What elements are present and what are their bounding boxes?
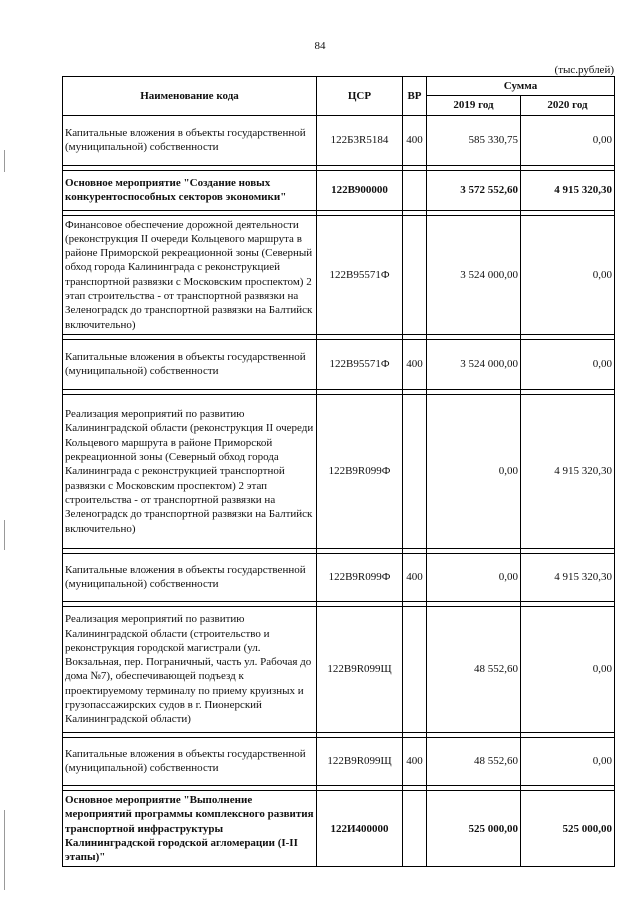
- table-row: [63, 606, 615, 732]
- table-row: [63, 115, 615, 165]
- table-body: [63, 115, 615, 867]
- row-2020: 525 000,00: [521, 790, 615, 866]
- row-2019: 0,00: [427, 394, 521, 548]
- row-csr: 122В900000: [317, 170, 403, 210]
- scan-mark: [4, 150, 5, 172]
- row-2020: 0,00: [521, 606, 615, 732]
- row-csr: 122В95571Ф: [317, 339, 403, 389]
- header-name: Наименование кода: [63, 77, 317, 116]
- row-vr: 400: [403, 339, 427, 389]
- row-name: Реализация мероприятий по развитию Калининградской области (реконструкция II очереди Кольцевого маршрута в районе Приморской рекреационной зоны (Северный обход города Калининграда с реконструкцией транспортной развязки с Московским проспектом) 2 этап строительства - от транспортной развязки на Зеленоградск до транспортной развязки на Балтийск включительно): [63, 394, 317, 548]
- row-vr: 400: [403, 115, 427, 165]
- row-vr: [403, 394, 427, 548]
- row-name: Основное мероприятие "Создание новых конкурентоспособных секторов экономики": [63, 170, 317, 210]
- row-csr: 122В9R099Щ: [317, 737, 403, 785]
- row-name: Капитальные вложения в объекты государственной (муниципальной) собственности: [63, 553, 317, 601]
- row-2019: 3 524 000,00: [427, 215, 521, 334]
- row-2019: 525 000,00: [427, 790, 521, 866]
- row-2019: 0,00: [427, 553, 521, 601]
- table-row: [63, 394, 615, 548]
- table-row: [63, 170, 615, 210]
- row-name: Капитальные вложения в объекты государственной (муниципальной) собственности: [63, 339, 317, 389]
- row-vr: [403, 790, 427, 866]
- header-2019: 2019 год: [427, 96, 521, 115]
- table-row: [63, 553, 615, 601]
- row-2020: 4 915 320,30: [521, 394, 615, 548]
- row-2020: 0,00: [521, 737, 615, 785]
- units-label: (тыс.рублей): [554, 64, 614, 76]
- row-name: Реализация мероприятий по развитию Калининградской области (строительство и реконструкция городской магистрали (ул. Вокзальная, пер. Пограничный, часть ул. Рабочая до дома №7), обеспечивающей подъезд к проектируемому терминалу по приему круизных и грузопассажирских судов в г. Пионерский Калининградской области): [63, 606, 317, 732]
- header-csr: ЦСР: [317, 77, 403, 116]
- header-sum: Сумма: [427, 77, 615, 96]
- table-row: [63, 215, 615, 334]
- row-csr: 122В9R099Щ: [317, 606, 403, 732]
- row-csr: 122В9R099Ф: [317, 394, 403, 548]
- header-vr: ВР: [403, 77, 427, 116]
- header-2020: 2020 год: [521, 96, 615, 115]
- row-2019: 48 552,60: [427, 737, 521, 785]
- row-2020: 0,00: [521, 115, 615, 165]
- row-2019: 3 524 000,00: [427, 339, 521, 389]
- row-2019: 585 330,75: [427, 115, 521, 165]
- row-csr: 122Б3R5184: [317, 115, 403, 165]
- page-number: 84: [314, 40, 326, 52]
- scan-mark: [4, 810, 5, 890]
- row-csr: 122В95571Ф: [317, 215, 403, 334]
- row-2020: 0,00: [521, 339, 615, 389]
- scan-mark: [4, 520, 5, 550]
- row-name: Основное мероприятие "Выполнение мероприятий программы комплексного развития транспортной инфраструктуры Калининградской городской агломерации (I-II этапы)": [63, 790, 317, 866]
- row-2020: 4 915 320,30: [521, 170, 615, 210]
- row-2020: 4 915 320,30: [521, 553, 615, 601]
- row-2019: 3 572 552,60: [427, 170, 521, 210]
- table-row: [63, 737, 615, 785]
- table-row: [63, 790, 615, 866]
- row-vr: [403, 170, 427, 210]
- row-name: Финансовое обеспечение дорожной деятельности (реконструкция II очереди Кольцевого маршрута в районе Приморской рекреационной зоны (Северный обход города Калининграда с реконструкцией транспортной развязки с Московским проспектом) 2 этап строительства - от транспортной развязки на Зеленоградск до транспортной развязки на Балтийск включительно): [63, 215, 317, 334]
- row-vr: [403, 215, 427, 334]
- row-vr: 400: [403, 737, 427, 785]
- row-2020: 0,00: [521, 215, 615, 334]
- row-2019: 48 552,60: [427, 606, 521, 732]
- row-vr: [403, 606, 427, 732]
- row-csr: 122В9R099Ф: [317, 553, 403, 601]
- budget-table: [62, 76, 615, 867]
- row-name: Капитальные вложения в объекты государственной (муниципальной) собственности: [63, 115, 317, 165]
- row-vr: 400: [403, 553, 427, 601]
- table-row: [63, 339, 615, 389]
- row-name: Капитальные вложения в объекты государственной (муниципальной) собственности: [63, 737, 317, 785]
- row-csr: 122И400000: [317, 790, 403, 866]
